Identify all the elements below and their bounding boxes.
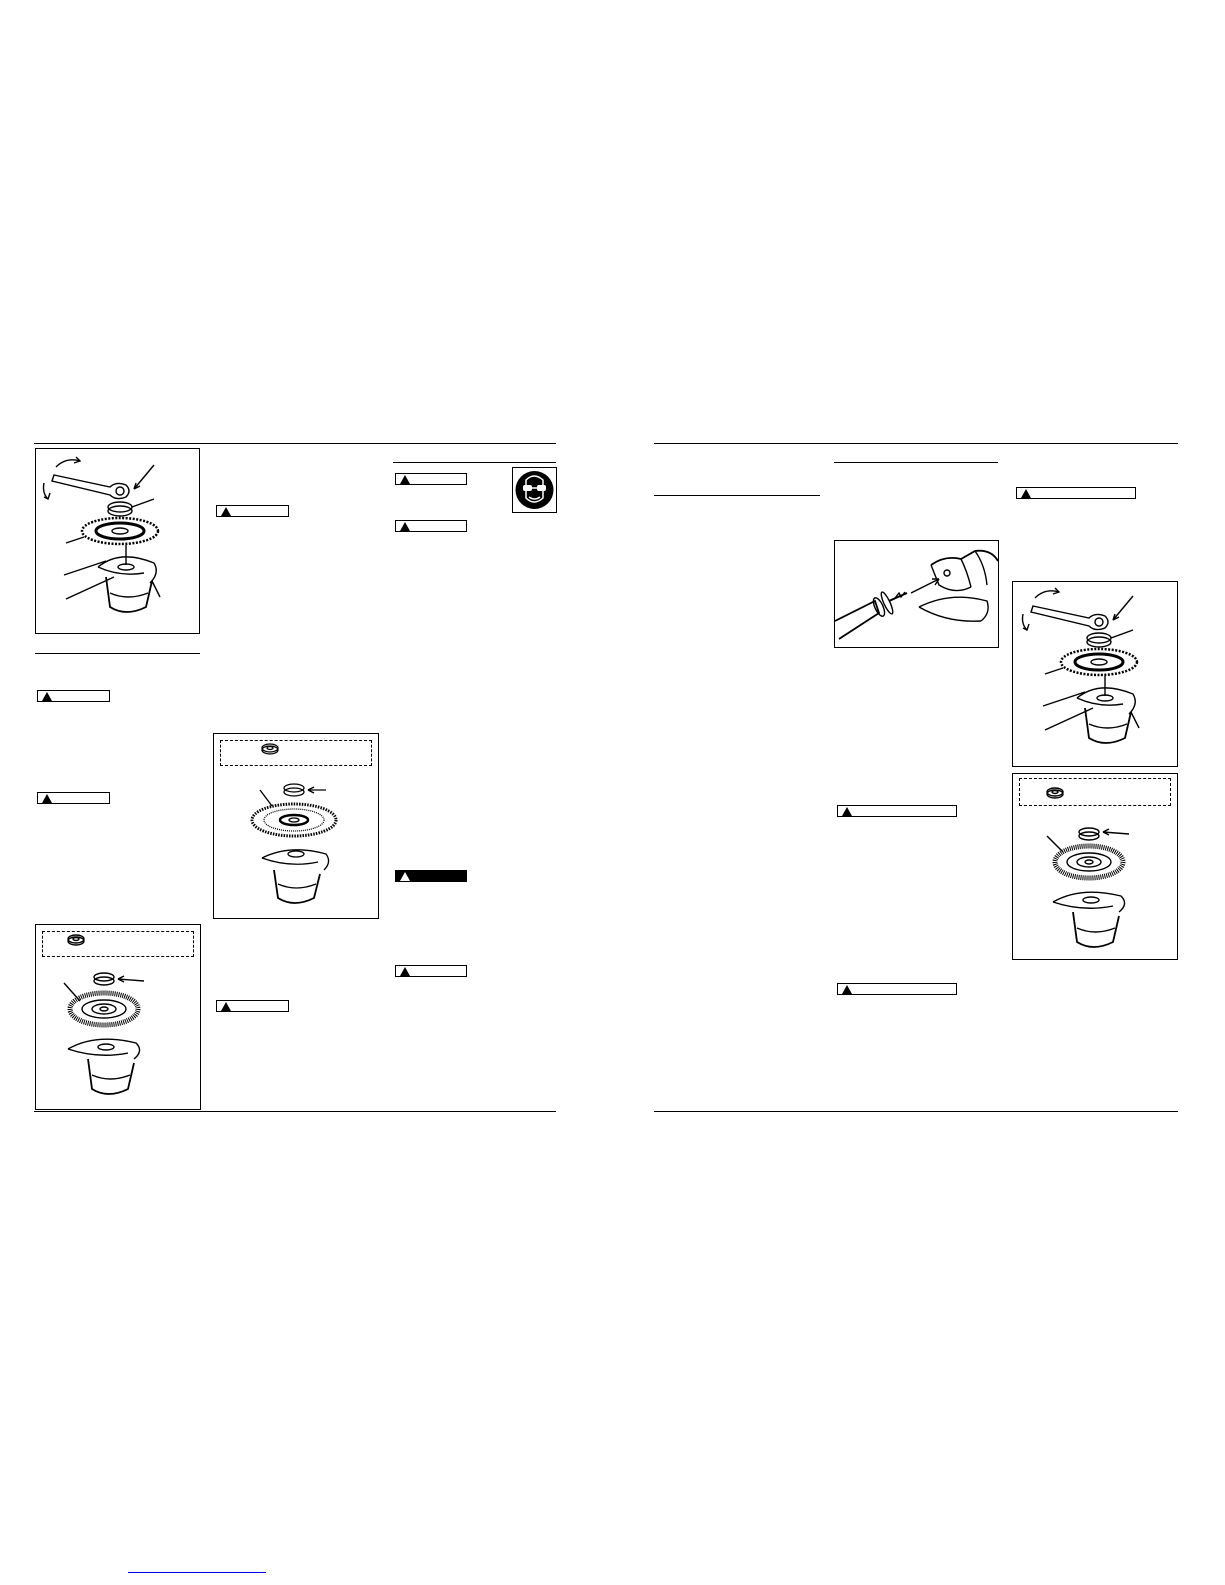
figure-wrench-assembly — [1012, 581, 1178, 767]
right-page-bottom-rule — [654, 1111, 1178, 1112]
left-page-top-rule — [34, 443, 556, 444]
warning-label — [37, 792, 110, 804]
warning-triangle-icon — [400, 522, 410, 531]
warning-triangle-icon — [400, 872, 410, 881]
warning-triangle-icon — [221, 507, 231, 516]
figure-wire-wheel-assembly — [35, 924, 201, 1110]
warning-label — [395, 520, 467, 532]
warning-label — [395, 965, 467, 977]
figure-flap-disc-assembly — [213, 733, 379, 919]
warning-triangle-icon — [842, 807, 852, 816]
left-page-bottom-rule — [34, 1111, 556, 1112]
left-col1-section-rule — [35, 653, 200, 654]
warning-label — [37, 690, 110, 702]
safety-goggles-icon — [512, 467, 557, 513]
warning-label — [837, 805, 957, 817]
warning-triangle-icon — [1021, 489, 1031, 498]
warning-triangle-icon — [42, 692, 52, 701]
footer-link[interactable] — [128, 1572, 266, 1573]
warning-triangle-icon — [42, 794, 52, 803]
danger-label — [395, 870, 467, 882]
warning-label — [1016, 487, 1136, 499]
right-col1-section-rule — [654, 495, 820, 496]
right-page-top-rule — [654, 443, 1178, 444]
warning-label — [216, 1000, 289, 1012]
figure-wrench-assembly — [35, 448, 200, 634]
figure-wire-cup-assembly — [1012, 773, 1178, 960]
warning-label — [216, 505, 289, 517]
warning-label — [837, 983, 957, 995]
figure-side-handle — [834, 540, 999, 648]
warning-label — [395, 473, 467, 485]
warning-triangle-icon — [400, 475, 410, 484]
warning-triangle-icon — [842, 985, 852, 994]
warning-triangle-icon — [400, 967, 410, 976]
left-col3-section-rule — [393, 462, 556, 463]
right-col2-section-rule — [834, 462, 998, 463]
warning-triangle-icon — [221, 1002, 231, 1011]
